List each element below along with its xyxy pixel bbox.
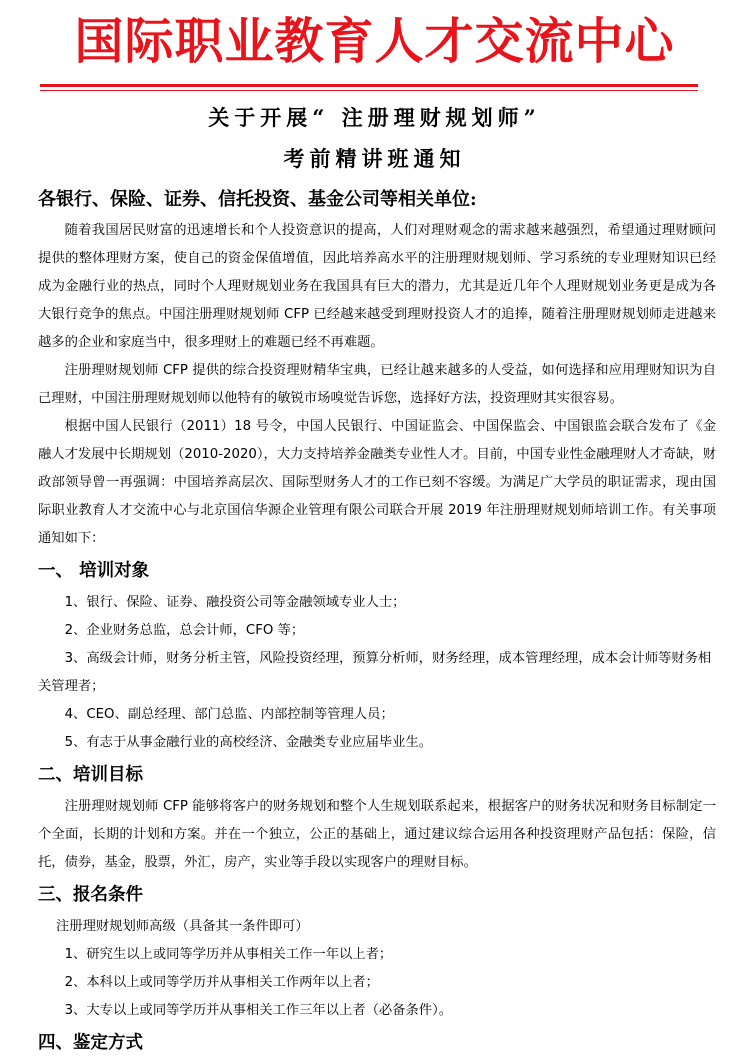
notice-body bbox=[38, 183, 716, 1061]
header-rule-thick bbox=[40, 84, 698, 87]
list-item: 2、本科以上或同等学历并从事相关工作两年以上者； bbox=[64, 975, 379, 990]
header-rule-thin bbox=[40, 90, 698, 91]
list-item: 2、企业财务总监，总会计师，CFO 等； bbox=[64, 623, 305, 638]
list-item: 5、有志于从事金融行业的高校经济、金融类专业应届毕业生。 bbox=[64, 735, 433, 750]
section-heading-training-target: 一、 培训对象 bbox=[38, 561, 150, 581]
section-heading-training-goal: 二、培训目标 bbox=[38, 765, 143, 785]
list-item: 3、高级会计师，财务分析主管，风险投资经理，预算分析师，财务经理，成本管理经理，成本会计师等财务相关管理者； bbox=[38, 651, 712, 694]
organization-title: 国际职业教育人才交流中心 bbox=[74, 13, 675, 70]
intro-paragraph-2: 注册理财规划师 CFP 提供的综合投资理财精华宝典，已经让越来越多的人受益，如何选择和应用理财知识为自己理财，中国注册理财规划师以他特有的敏锐市场嗅觉告诉您，选择好方法，投资理财其实很容易。 bbox=[38, 363, 716, 406]
list-item: 1、研究生以上或同等学历并从事相关工作一年以上者； bbox=[64, 947, 393, 962]
list-item: 3、大专以上或同等学历并从事相关工作三年以上者（必备条件）。 bbox=[64, 1003, 453, 1018]
intro-paragraph-1: 随着我国居民财富的迅速增长和个人投资意识的提高，人们对理财观念的需求越来越强烈，希望通过理财顾问提供的整体理财方案，使自己的资金保值增值，因此培养高水平的注册理财规划师、学习系统的专业理财知识已经成为金融行业的热点，同时个人理财规划业务在我国具有巨大的潜力，尤其是近几年个人理财规划业务更是成为各大银行竞争的焦点。中国注册理财规划师 CFP 已经越来越受到理财投资人才的追捧，随着注册理财规划师走进越来越多的企业和家庭当中，很多理财上的难题已经不再难题。 bbox=[38, 223, 716, 350]
list-item: 4、CEO、副总经理、部门总监、内部控制等管理人员； bbox=[64, 707, 394, 722]
requirements-subtitle: 注册理财规划师高级（具备其一条件即可） bbox=[56, 919, 309, 934]
list-item: 1、银行、保险、证券、融投资公司等金融领域专业人士； bbox=[64, 595, 406, 610]
addressee: 各银行、保险、证券、信托投资、基金公司等相关单位: bbox=[38, 189, 477, 210]
intro-paragraph-3: 根据中国人民银行（2011）18 号令，中国人民银行、中国证监会、中国保监会、中国银监会联合发布了《金融人才发展中长期规划（2010-2020），大力支持培养金融类专业性人才。目前，中国专业性金融理财人才奇缺，财政部领导曾一再强调：中国培养高层次、国际型财务人才的工作已刻不容缓。为满足广大学员的职证需求，现由国际职业教育人才交流中心与北京国信华源企业管理有限公司联合开展 2019 年注册理财规划师培训工作。有关事项通知如下： bbox=[38, 419, 716, 546]
document-title: 关于开展“ 注册理财规划师” bbox=[208, 105, 541, 130]
training-goal-paragraph: 注册理财规划师 CFP 能够将客户的财务规划和整个人生规划联系起来，根据客户的财务状况和财务目标制定一个全面，长期的计划和方案。并在一个独立，公正的基础上，通过建议综合运用各种投资理财产品包括：保险，信托，债券，基金，股票，外汇，房产，实业等手段以实现客户的理财目标。 bbox=[38, 799, 716, 870]
document-subtitle: 考前精讲班通知 bbox=[283, 146, 466, 171]
section-heading-assessment: 四、鉴定方式 bbox=[38, 1033, 143, 1053]
section-heading-requirements: 三、报名条件 bbox=[38, 885, 143, 905]
